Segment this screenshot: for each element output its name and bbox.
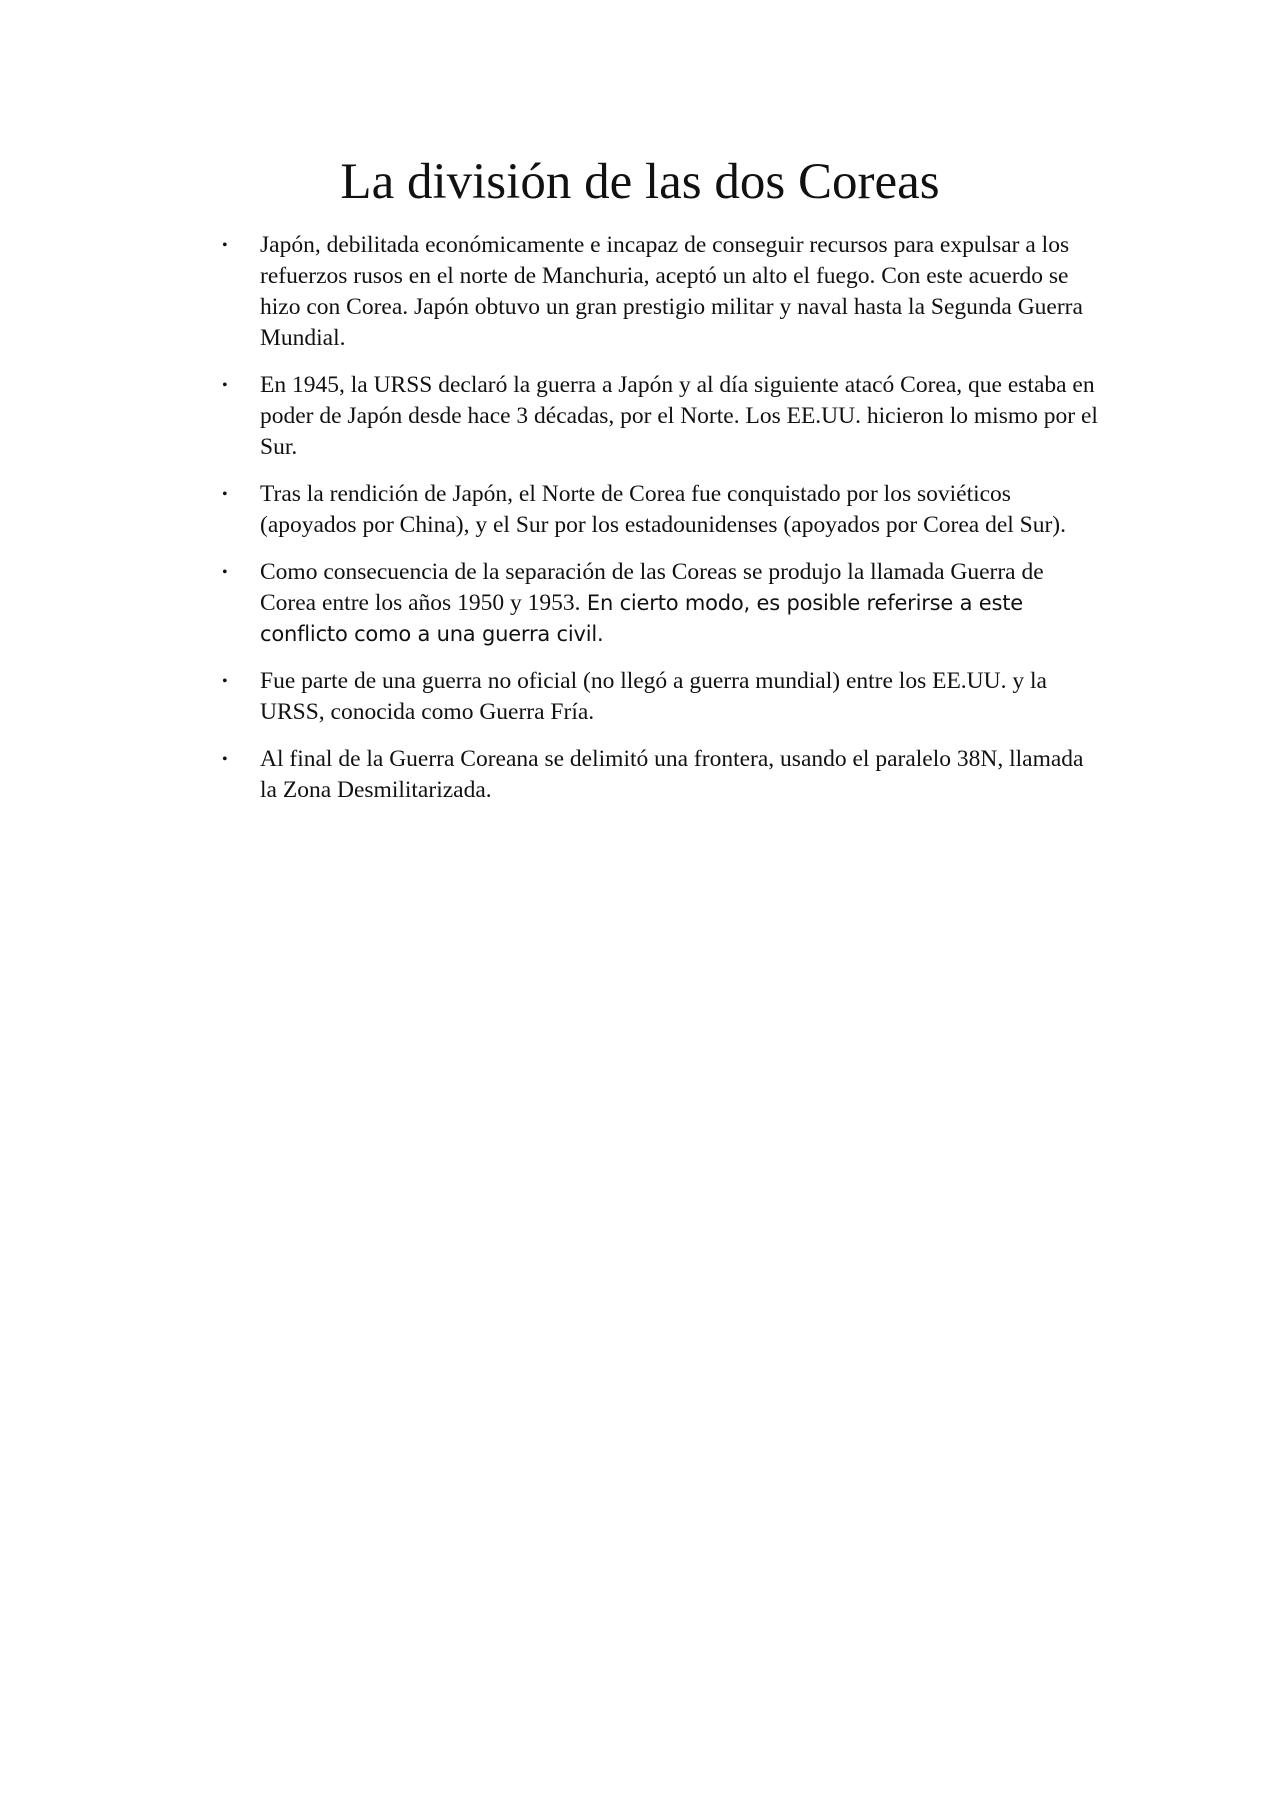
list-item [218,479,1100,541]
page-title-text: La división de las dos Coreas [340,154,940,210]
list-item-text [260,557,1100,650]
list-item [218,557,1100,650]
bullet-icon: • [222,751,228,768]
list-item [218,666,1100,728]
list-item-text: Fue parte de una guerra no oficial (no llegó a guerra mundial) entre los EE.UU. y la URSS, conocida como Guerra Fría. [260,668,1047,725]
list-item [218,744,1100,806]
list-item [218,370,1100,463]
bullet-icon: • [222,377,228,394]
list-item-text: En 1945, la URSS declaró la guerra a Japón y al día siguiente atacó Corea, que estaba en poder de Japón desde hace 3 décadas, por el Norte. Los EE.UU. hicieron lo mismo por el Sur. [260,372,1098,460]
bullet-list [218,230,1100,822]
bullet-icon: • [222,673,228,690]
list-item-text-part: Como consecuencia de la separación de las Coreas se produjo la llamada Guerra de Corea entre los años 1950 y 1953. [260,559,1044,616]
bullet-icon: • [222,237,228,254]
list-item-text-part: En cierto modo, es posible referirse a este conflicto como a una guerra civil. [260,591,1023,646]
page-title [0,150,1280,214]
list-item-text: Al final de la Guerra Coreana se delimitó una frontera, usando el paralelo 38N, llamada la Zona Desmilitarizada. [260,746,1084,803]
list-item-text: Japón, debilitada económicamente e incapaz de conseguir recursos para expulsar a los refuerzos rusos en el norte de Manchuria, aceptó un alto el fuego. Con este acuerdo se hizo con Corea. Japón obtuvo un gran prestigio militar y naval hasta la Segunda Guerra Mundial. [260,232,1083,351]
bullet-icon: • [222,564,228,581]
list-item-text: Tras la rendición de Japón, el Norte de Corea fue conquistado por los soviéticos (apoyados por China), y el Sur por los estadounidenses (apoyados por Corea del Sur). [260,481,1067,538]
bullet-icon: • [222,486,228,503]
list-item [218,230,1100,354]
